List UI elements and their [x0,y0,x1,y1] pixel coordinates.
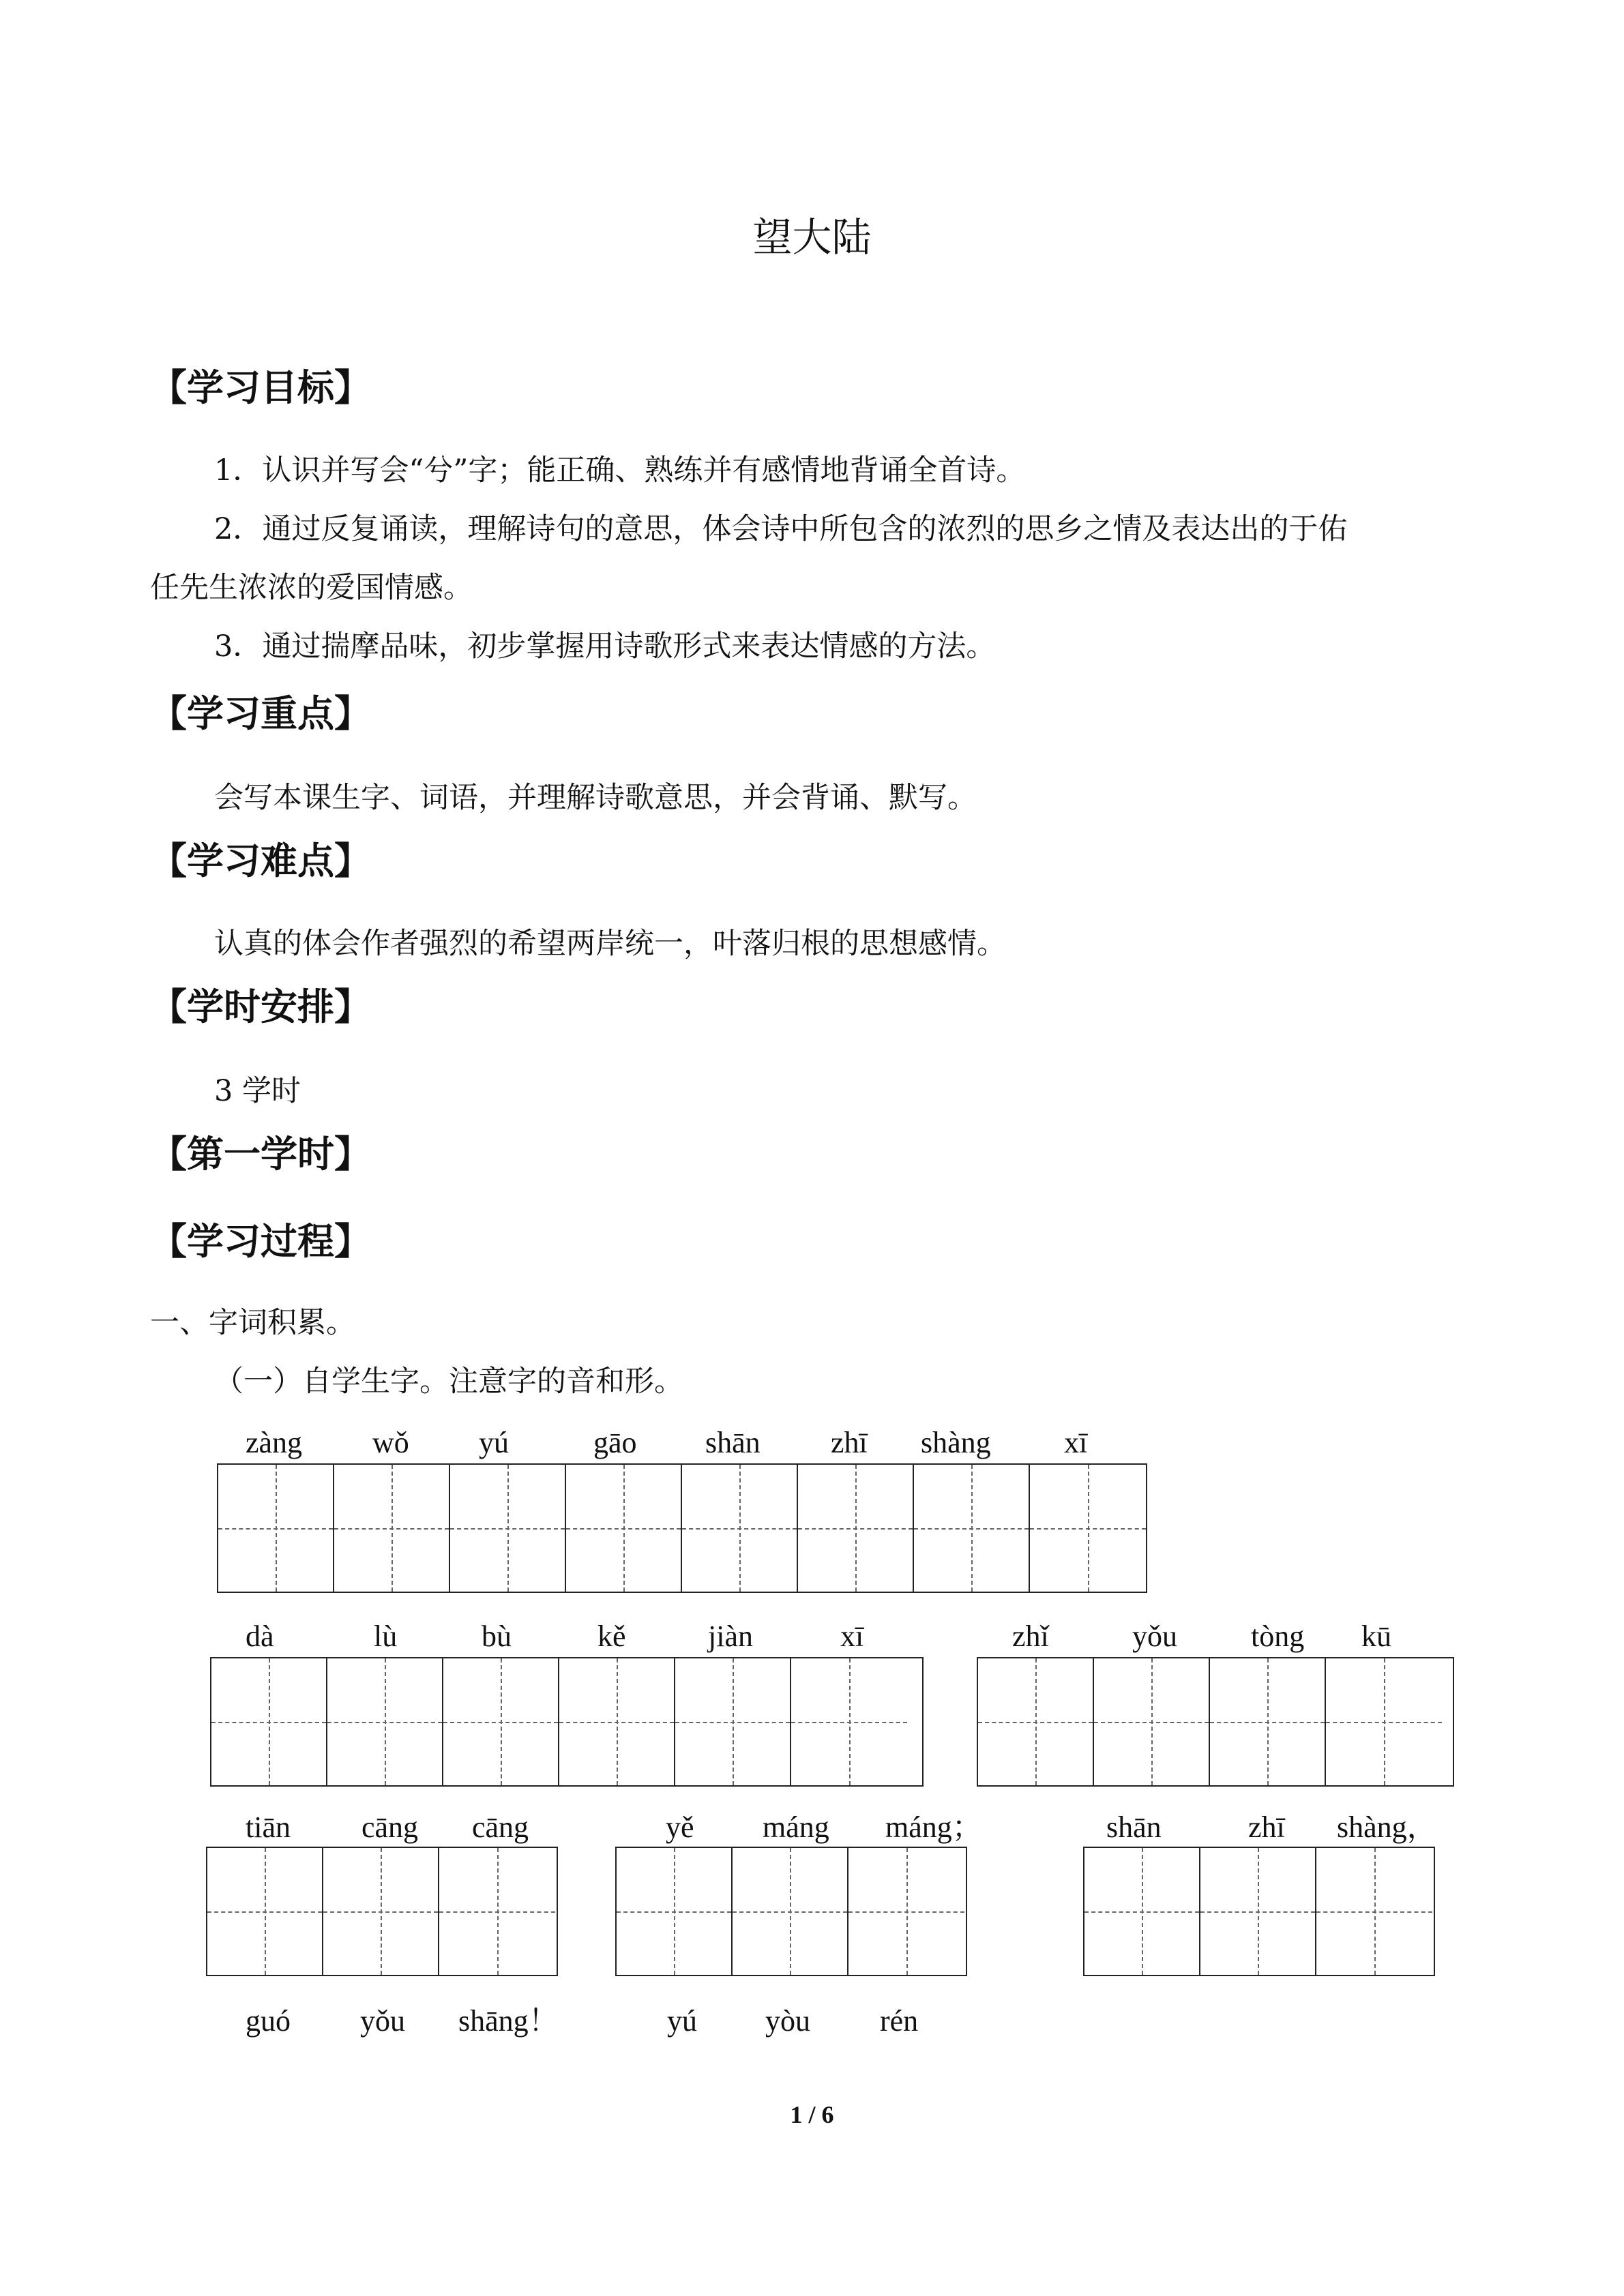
pinyin: yǒu [1132,1620,1177,1653]
writing-cell [1094,1658,1210,1785]
key-points-heading: 【学习重点】 [150,692,371,735]
first-period-heading: 【第一学时】 [150,1133,371,1176]
writing-cell [617,1848,733,1975]
pinyin: tòng [1251,1620,1305,1653]
key-points-text: 会写本课生字、词语，并理解诗歌意思，并会背诵、默写。 [214,781,977,815]
page-number: 1 / 6 [790,2101,834,2128]
pinyin: cāng [472,1810,529,1844]
pinyin: shāng！ [458,2004,559,2038]
pinyin: shàng [921,1426,991,1459]
writing-cell [327,1658,443,1785]
writing-cell [1084,1848,1200,1975]
writing-cell [682,1465,798,1592]
pinyin: tiān [246,1810,291,1844]
pinyin: zàng [246,1426,303,1459]
writing-grid-row-1 [217,1463,1147,1593]
writing-cell [1210,1658,1326,1785]
writing-cell [733,1848,848,1975]
pinyin: kě [597,1620,626,1653]
difficulties-heading: 【学习难点】 [150,839,371,882]
pinyin: jiàn [708,1620,753,1653]
writing-cell [211,1658,327,1785]
step-1-sub: （一）自学生字。注意字的音和形。 [214,1365,683,1399]
difficulties-text: 认真的体会作者强烈的希望两岸统一，叶落归根的思想感情。 [214,927,1006,961]
pinyin: guó [246,2004,291,2038]
pinyin: xī [1064,1426,1088,1459]
writing-cell [675,1658,791,1785]
writing-cell [323,1848,439,1975]
objective-3: 3．通过揣摩品味，初步掌握用诗歌形式来表达情感的方法。 [214,629,996,664]
writing-cell [559,1658,675,1785]
objectives-heading: 【学习目标】 [150,366,371,409]
step-1: 一、字词积累。 [150,1306,355,1340]
writing-cell [450,1465,566,1592]
pinyin: lù [374,1620,398,1653]
writing-cell [218,1465,334,1592]
writing-cell [1316,1848,1432,1975]
pinyin: xī [840,1620,864,1653]
writing-cell [914,1465,1030,1592]
writing-grid-row-2b [977,1657,1454,1787]
writing-cell [978,1658,1094,1785]
pinyin: shàng， [1337,1810,1437,1844]
pinyin: kū [1361,1620,1391,1653]
writing-grid-row-3c [1083,1847,1435,1976]
writing-cell [207,1848,323,1975]
pinyin: máng； [885,1810,982,1844]
pinyin: rén [880,2004,919,2038]
writing-cell [791,1658,907,1785]
pinyin: wǒ [372,1426,409,1459]
objective-2-cont: 任先生浓浓的爱国情感。 [150,571,473,605]
pinyin: dà [246,1620,274,1653]
process-heading: 【学习过程】 [150,1220,371,1263]
pinyin: zhī [831,1426,868,1459]
pinyin: gāo [593,1426,637,1459]
writing-grid-row-3b [615,1847,967,1976]
objective-1: 1．认识并写会“兮”字；能正确、熟练并有感情地背诵全首诗。 [214,453,1026,488]
writing-cell [1030,1465,1146,1592]
writing-cell [848,1848,964,1975]
pinyin: máng [763,1810,829,1844]
pinyin: shān [1106,1810,1162,1844]
pinyin: zhǐ [1012,1620,1049,1653]
writing-cell [334,1465,450,1592]
writing-cell [439,1848,555,1975]
writing-cell [1200,1848,1316,1975]
pinyin: bù [482,1620,512,1653]
pinyin: yú [667,2004,697,2038]
pinyin: yě [666,1810,694,1844]
objective-2: 2．通过反复诵读，理解诗句的意思，体会诗中所包含的浓烈的思乡之情及表达出的于佑 [214,512,1348,546]
pinyin: shān [705,1426,761,1459]
pinyin: yòu [765,2004,810,2038]
writing-cell [1326,1658,1442,1785]
writing-cell [566,1465,682,1592]
page-title: 望大陆 [752,214,872,260]
pinyin: yǒu [360,2004,405,2038]
schedule-heading: 【学时安排】 [150,985,371,1028]
pinyin: zhī [1248,1810,1285,1844]
writing-cell [443,1658,559,1785]
schedule-text: 3 学时 [214,1074,301,1108]
writing-cell [798,1465,914,1592]
writing-grid-row-2a [210,1657,924,1787]
writing-grid-row-3a [206,1847,558,1976]
pinyin: cāng [361,1810,419,1844]
pinyin: yú [479,1426,509,1459]
